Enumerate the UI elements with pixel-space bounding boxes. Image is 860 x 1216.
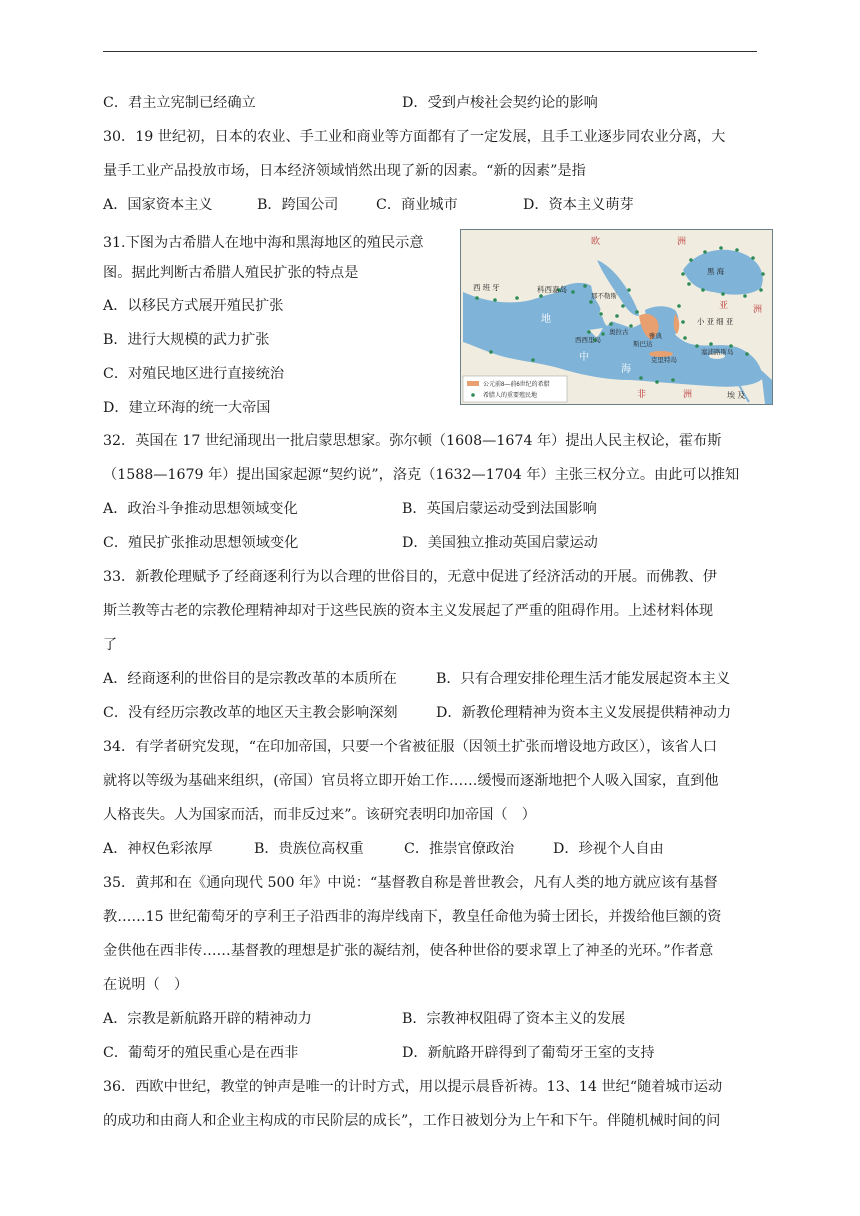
q34-option-d: D．珍视个人自由 bbox=[553, 841, 664, 857]
q34-option-c: C．推崇官僚政治 bbox=[404, 841, 515, 857]
q35-stem-line-1: 35．黄邦和在《通向现代 500 年》中说：“基督教自称是普世教会，凡有人类的地方就应该有基督 bbox=[103, 875, 718, 891]
map-legend bbox=[463, 376, 567, 402]
q35-option-b: B．宗教神权阻碍了资本主义的发展 bbox=[402, 1011, 626, 1027]
q32-option-a: A．政治斗争推动思想领域变化 bbox=[103, 501, 298, 517]
q33-option-c: C．没有经历宗教改革的地区天主教会影响深刻 bbox=[103, 705, 398, 721]
label-sea-hai: 海 bbox=[621, 364, 631, 375]
q32-stem-line-1: 32．英国在 17 世纪涌现出一批启蒙思想家。弥尔顿（1608—1674 年）提出人民主权论，霍布斯 bbox=[103, 433, 722, 449]
map-drawing bbox=[461, 230, 772, 404]
q31-option-c: C．对殖民地区进行直接统治 bbox=[103, 366, 285, 382]
q31-option-d: D．建立环海的统一大帝国 bbox=[103, 400, 271, 416]
q35-stem-line-4: 在说明（ ） bbox=[103, 977, 189, 993]
label-black-sea: 黑 海 bbox=[707, 267, 725, 276]
legend-swatch-greece bbox=[467, 381, 479, 386]
label-europe-2: 洲 bbox=[677, 236, 687, 246]
q31-option-a: A．以移民方式展开殖民扩张 bbox=[103, 298, 284, 314]
q32-option-b: B．英国启蒙运动受到法国影响 bbox=[402, 501, 597, 517]
q34-stem-line-3: 人格丧失。人为国家而活，而非反过来”。该研究表明印加帝国（ ） bbox=[103, 807, 536, 823]
q35-option-d: D．新航路开辟得到了葡萄牙王室的支持 bbox=[402, 1045, 655, 1061]
q33-stem-line-2: 斯兰教等古老的宗教伦理精神却对于这些民族的资本主义发展起了严重的阻碍作用。上述材料体现 bbox=[103, 603, 714, 619]
q30-option-c: C．商业城市 bbox=[376, 197, 458, 213]
q30-stem-line-1: 30．19 世纪初，日本的农业、手工业和商业等方面都有了一定发展，且手工业逐步同农业分离，大 bbox=[103, 129, 726, 145]
q30-stem-line-2: 量手工业产品投放市场，日本经济领域悄然出现了新的因素。“新的因素”是指 bbox=[103, 163, 586, 179]
q33-stem-line-1: 33．新教伦理赋予了经商逐利行为以合理的世俗目的，无意中促进了经济活动的开展。而佛教、伊 bbox=[103, 569, 717, 585]
q32-option-d: D．美国独立推动英国启蒙运动 bbox=[402, 535, 598, 551]
q33-option-d: D．新教伦理精神为资本主义发展提供精神动力 bbox=[436, 705, 732, 721]
q35-option-c: C．葡萄牙的殖民重心是在西非 bbox=[103, 1045, 299, 1061]
label-asia-minor: 小 亚 细 亚 bbox=[697, 317, 734, 326]
q30-option-b: B．跨国公司 bbox=[257, 197, 339, 213]
label-asia-1: 亚 bbox=[719, 300, 729, 310]
label-naples: 那不勒斯 bbox=[591, 293, 617, 300]
q31-stem-line-1: 31.下图为古希腊人在地中海和黑海地区的殖民示意 bbox=[103, 235, 424, 251]
red-sea bbox=[761, 370, 772, 404]
q34-stem-line-2: 就将以等级为基础来组织，(帝国）官员将立即开始工作……缓慢而逐渐地把个人吸入国家，直到他 bbox=[103, 773, 719, 789]
q34-option-a: A．神权色彩浓厚 bbox=[103, 841, 213, 857]
label-sicily: 西西里岛 bbox=[575, 337, 601, 344]
label-athens: 雅典 bbox=[649, 333, 662, 340]
legend-swatch-colony bbox=[471, 393, 475, 397]
q32-option-c: C．殖民扩张推动思想领域变化 bbox=[103, 535, 299, 551]
q36-stem-line-2: 的成功和由商人和企业主构成的市民阶层的成长”，工作日被划分为上午和下午。伴随机械时间的问 bbox=[103, 1113, 721, 1129]
q36-stem-line-1: 36．西欧中世纪，教堂的钟声是唯一的计时方式，用以提示晨昏祈祷。13、14 世纪“随着城市运动 bbox=[103, 1079, 723, 1095]
label-cyprus: 塞浦路斯岛 bbox=[701, 349, 734, 356]
label-olympia: 奥拉古 bbox=[609, 329, 629, 336]
label-sparta: 斯巴达 bbox=[633, 341, 653, 348]
label-egypt: 埃 及 bbox=[727, 391, 746, 400]
label-asia-2: 洲 bbox=[753, 304, 763, 314]
label-europe-1: 欧 bbox=[591, 236, 601, 246]
label-africa-1: 非 bbox=[637, 389, 647, 399]
q30-option-a: A．国家资本主义 bbox=[103, 197, 213, 213]
q33-option-a: A．经商逐利的世俗目的是宗教改革的本质所在 bbox=[103, 671, 397, 687]
q35-stem-line-2: 教……15 世纪葡萄牙的亨利王子沿西非的海岸线南下，教皇任命他为骑士团长，并拨给他巨额的资 bbox=[103, 909, 722, 925]
q35-stem-line-3: 金供他在西非传……基督教的理想是扩张的凝结剂，使各种世俗的要求罩上了神圣的光环。”作者意 bbox=[103, 943, 714, 959]
q34-stem-line-1: 34．有学者研究发现，“在印加帝国，只要一个省被征服（因领土扩张而增设地方政区），该省人口 bbox=[103, 739, 718, 755]
greek-colonization-map bbox=[460, 229, 773, 405]
label-spain: 西 班 牙 bbox=[473, 283, 500, 292]
q34-option-b: B．贵族位高权重 bbox=[254, 841, 364, 857]
label-africa-2: 洲 bbox=[683, 389, 693, 399]
label-sea-di: 地 bbox=[541, 314, 551, 325]
label-sea-zhong: 中 bbox=[579, 352, 589, 363]
q29-option-c: C．君主立宪制已经确立 bbox=[103, 95, 256, 111]
q33-option-b: B．只有合理安排伦理生活才能发展起资本主义 bbox=[436, 671, 731, 687]
label-crete: 克里特岛 bbox=[651, 357, 677, 364]
q31-stem-line-2: 图。据此判断古希腊人殖民扩张的特点是 bbox=[103, 265, 359, 281]
legend-colonies: 希腊人的重要殖民地 bbox=[483, 393, 538, 399]
q35-option-a: A．宗教是新航路开辟的精神动力 bbox=[103, 1011, 312, 1027]
label-corsica: 科西嘉岛 bbox=[537, 285, 567, 294]
q30-option-d: D．资本主义萌芽 bbox=[523, 197, 634, 213]
q33-stem-line-3: 了 bbox=[103, 637, 118, 653]
legend-greece: 公元前8—前6世纪的希腊 bbox=[483, 382, 550, 388]
q29-option-d: D．受到卢梭社会契约论的影响 bbox=[402, 95, 598, 111]
header-rule bbox=[103, 51, 757, 52]
q31-option-b: B．进行大规模的武力扩张 bbox=[103, 332, 270, 348]
q32-stem-line-2: （1588—1679 年）提出国家起源“契约说”，洛克（1632—1704 年）主张三权分立。由此可以推知 bbox=[103, 467, 740, 483]
